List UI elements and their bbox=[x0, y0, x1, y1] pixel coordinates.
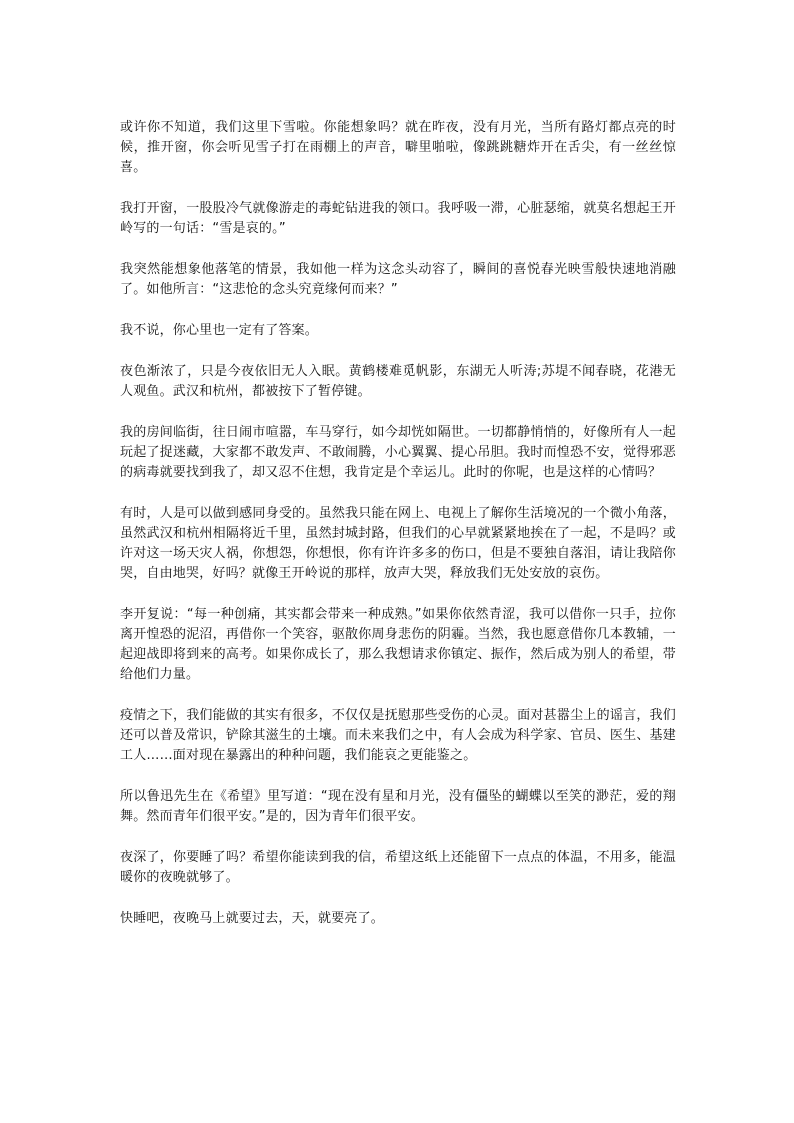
paragraph-1: 或许你不知道，我们这里下雪啦。你能想象吗？就在昨夜，没有月光，当所有路灯都点亮的时候，推开窗，你会听见雪子打在雨棚上的声音，噼里啪啦，像跳跳糖炸开在舌尖，有一丝丝惊喜。 bbox=[120, 120, 676, 175]
paragraph-5: 夜色渐浓了，只是今夜依旧无人入眠。黄鹤楼难觅帆影，东湖无人听涛;苏堤不闻春晓，花港无人观鱼。武汉和杭州，都被按下了暂停键。 bbox=[120, 364, 676, 399]
paragraph-2: 我打开窗，一股股冷气就像游走的毒蛇钻进我的领口。我呼吸一滞，心脏瑟缩，就莫名想起王开岭写的一句话：“雪是哀的。” bbox=[120, 201, 676, 236]
paragraph-3: 我突然能想象他落笔的情景，我如他一样为这念头动容了，瞬间的喜悦春光映雪般快速地消融了。如他所言：“这悲怆的念头究竟缘何而来？” bbox=[120, 262, 676, 297]
paragraph-11: 夜深了，你要睡了吗？希望你能读到我的信，希望这纸上还能留下一点点的体温，不用多，能温暖你的夜晚就够了。 bbox=[120, 850, 676, 885]
paragraph-4: 我不说，你心里也一定有了答案。 bbox=[120, 323, 319, 338]
paragraph-12: 快睡吧，夜晚马上就要过去，天，就要亮了。 bbox=[120, 911, 385, 926]
paragraph-7: 有时，人是可以做到感同身受的。虽然我只能在网上、电视上了解你生活境况的一个微小角落，虽然武汉和杭州相隔将近千里，虽然封城封路，但我们的心早就紧紧地挨在了一起，不是吗？或许对这一场天灾人祸，你想怨，你想恨，你有许许多多的伤口，但是不要独自落泪，请让我陪你哭，自由地哭，好吗？就像王开岭说的那样，放声大哭，释放我们无处安放的哀伤。 bbox=[120, 506, 676, 581]
paragraph-8: 李开复说：“每一种创痛，其实都会带来一种成熟。”如果你依然青涩，我可以借你一只手，拉你离开惶恐的泥沼，再借你一个笑容，驱散你周身悲伤的阴霾。当然，我也愿意借你几本教辅，一起迎战即将到来的高考。如果你成长了，那么我想请求你镇定、振作，然后成为别人的希望，带给他们力量。 bbox=[120, 607, 676, 682]
paragraph-6: 我的房间临街，往日闹市喧嚣，车马穿行，如今却恍如隔世。一切都静悄悄的，好像所有人一起玩起了捉迷藏，大家都不敢发声、不敢闹腾，小心翼翼、提心吊胆。我时而惶恐不安，觉得邪恶的病毒就要找到我了，却又忍不住想，我肯定是个幸运儿。此时的你呢，也是这样的心情吗？ bbox=[120, 425, 676, 480]
paragraph-10: 所以鲁迅先生在《希望》里写道：“现在没有星和月光，没有僵坠的蝴蝶以至笑的渺茫，爱的翔舞。然而青年们很平安。”是的，因为青年们很平安。 bbox=[120, 789, 676, 824]
paragraph-9: 疫情之下，我们能做的其实有很多，不仅仅是抚慰那些受伤的心灵。面对甚嚣尘上的谣言，我们还可以普及常识，铲除其滋生的土壤。而未来我们之中，有人会成为科学家、官员、医生、基建工人……面对现在暴露出的种种问题，我们能哀之更能鉴之。 bbox=[120, 708, 676, 763]
document-body bbox=[120, 118, 676, 950]
